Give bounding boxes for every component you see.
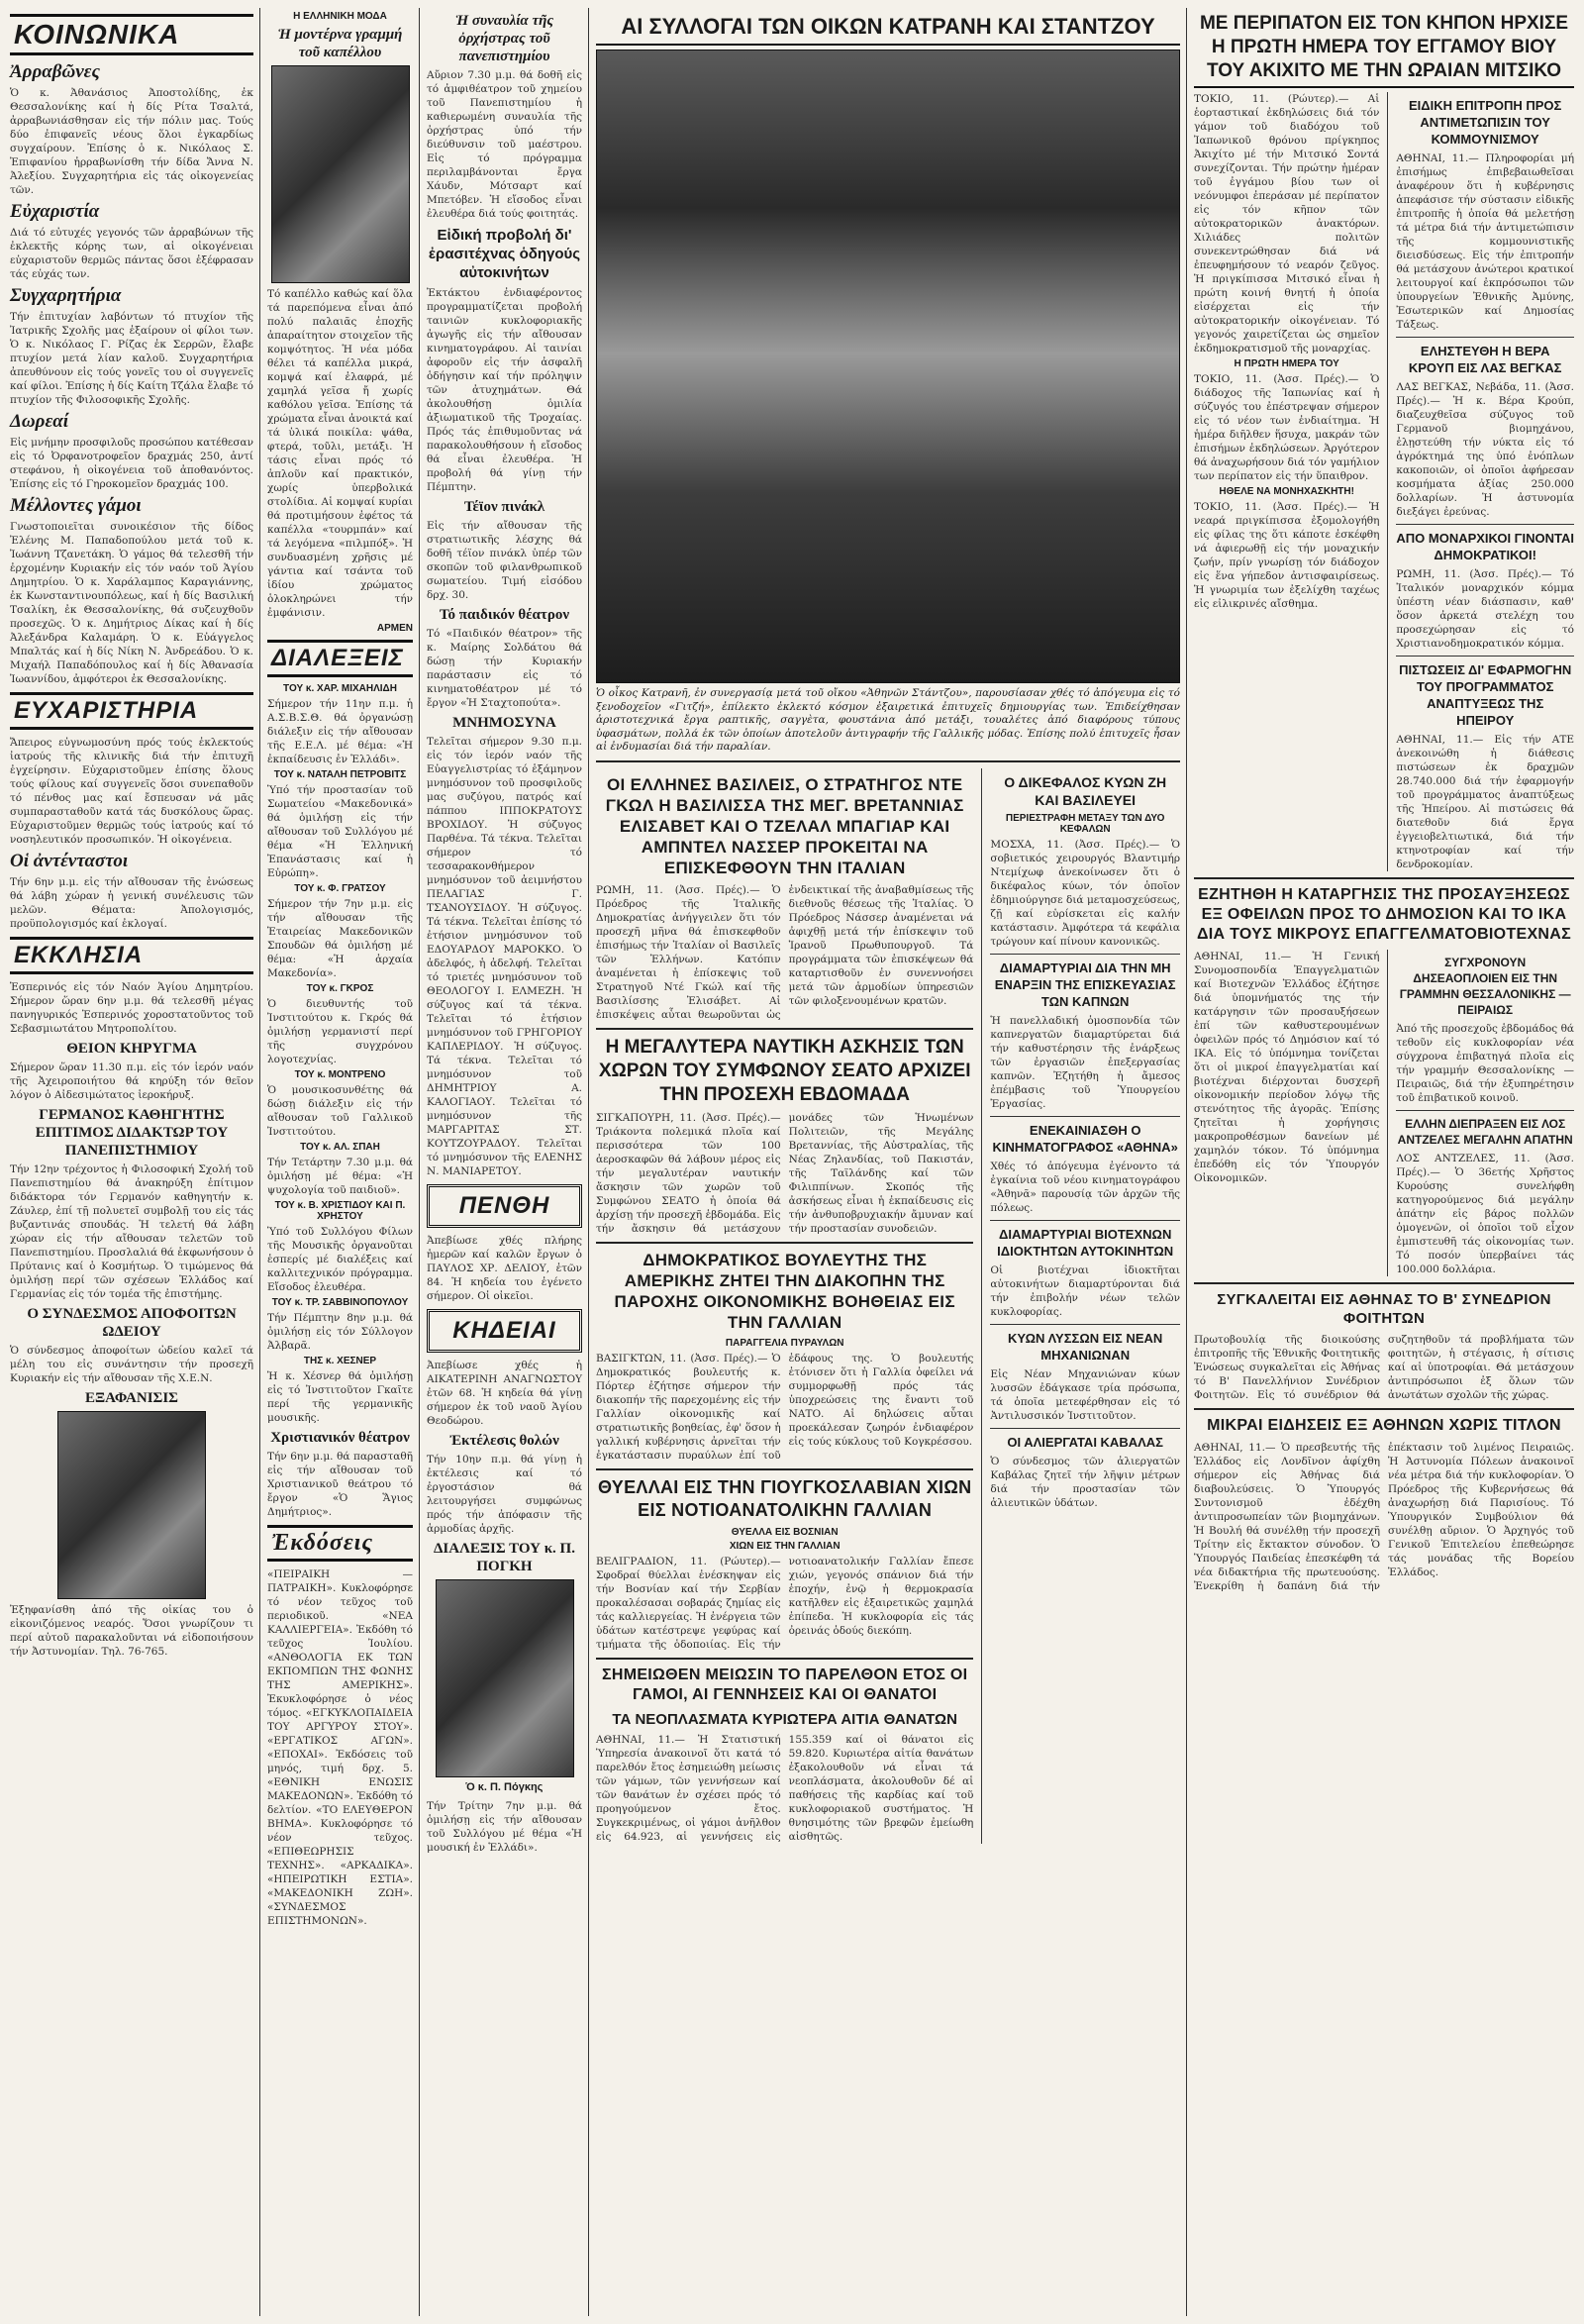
thanks-text: Διά τό εὐτυχές γεγονός τῶν ἀρραβώνων τῆς ἐκλεκτῆς κόρης των, αἱ οἰκογένειαι εὐχαριστοῦν θερμῶς πάντας ὅσοι ἐξέφρασαν τάς εὐχάς των. [10,227,253,280]
lecture-6-text: Τήν Τετάρτην 7.30 μ.μ. θά ὁμιλήσῃ μέ θέμα: «Ἡ ψυχολογία τοῦ παιδιοῦ». [267,1157,413,1196]
section-rule [990,1428,1180,1429]
missiles-subheading: ΠΑΡΑΓΓΕΛΙΑ ΠΥΡΑΥΛΩΝ [725,1337,844,1349]
royals-visit-text: ΡΩΜΗ, 11. (Ἀσσ. Πρές).— Ὁ Πρόεδρος τῆς Ἰταλικῆς Δημοκρατίας ἀνήγγειλεν ὅτι τόν προσεχῆ μῆνα θά ἐπισκεφθοῦν ἐπισήμως τήν Ἰταλίαν οἱ Βασιλεῖς τῶν Ἑλλήνων. Κατόπιν ἀναμένεται ἡ ἐπίσκεψις τοῦ Στρατηγοῦ Ντέ Γκώλ καί τῆς Βασιλίσσης Ἐλισάβετ. Αἱ ἐπισκέψεις αὗται θεωροῦνται ὡς ἐνδεικτικαί τῆς ἀναβαθμίσεως τῆς διεθνοῦς θέσεως τῆς Ἰταλίας. Ὁ Πρόεδρος Νάσσερ ἀναμένεται νά ἀφιχθῇ μετά τήν ἐπίσκεψιν τοῦ Ἰρανοῦ Πρωθυπουργοῦ. Τά προγράμματα τῶν ἐπισκέψεων θά καταρτισθοῦν ἐν συνεννοήσει μετά τῶν ἁρμοδίων ὑπηρεσιῶν τῶν φιλοξενουμένων κρατῶν. [596,883,974,1021]
weddings-heading: Μέλλοντες γάμοι [10,495,142,516]
first-day-text: ΤΟΚΙΟ, 11. (Ἀσσ. Πρές).— Ὁ διάδοχος τῆς Ἰαπωνίας καί ἡ σύζυγός του ἐπέστρεψαν σήμερον εἰς τό νέον των ἐνδιαίτημα. Ἡ ἡμέρα διῆλθεν ἥσυχα, μακράν τῶν ἐπισήμων ἐκδηλώσεων. Ἀργότερον θά ἀναχωρήσουν διά τόν γαμήλιον των περίπατον εἰς τήν ὕπαιθρον. [1194,373,1380,482]
france-snow-subheading: ΧΙΩΝ ΕΙΣ ΤΗΝ ΓΑΛΛΙΑΝ [729,1540,841,1552]
fashion-text: Τό καπέλλο καθώς καί ὅλα τά παρεπόμενα εἶναι ἀπό πολύ παλαιᾶς ἐποχῆς ἀπαραίτητον στοιχεῖον τῆς κομψότητος. Ἡ νέα μόδα θέλει τά καπέλλα μικρά, κομψά καί ἐλαφρά, μέ χαμηλά γεῖσα ἤ χωρίς καθόλου γεῖσα. Ἐπίσης τά χρώματα εἶναι ἀνοικτά καί τά ὑλικά ποικίλα: ψάθα, φτερά, τοῦλι, μετάξι. Ἡ τάσις εἶναι πρός τό ἁπλοῦν καί πρακτικόν, χωρίς ὑπερβολικά στολίδια. Αἱ κομψαί κυρίαι θά προτιμήσουν ἐφέτος τά καπέλλα «τουρμπάν» καί τά λεγόμενα «πιλμπόξ». Ἡ συνδυασμένη χρῆσις μέ γάντια καί τσάντα τοῦ ἰδίου χρώματος ὁλοκληρώνει τήν ἐμφάνισιν. [267,288,413,619]
tea-heading: Τέϊον πινάκλ [463,499,545,515]
epirus-credits-text: ΑΘΗΝΑΙ, 11.— Εἰς τήν ΑΤΕ ἀνεκοινώθη ἡ διάθεσις πιστώσεων ἐκ δραχμῶν 28.740.000 διά τήν ἐφαρμογήν τοῦ προγράμματος ἀναπτύξεως τῆς Ἠπείρου. Αἱ πιστώσεις θά διατεθοῦν διά ἔργα ἐγγειοβελτιωτικά, διά τήν κτηνοτροφίαν καί τήν δενδροκομίαν. [1396,734,1574,870]
lecture-1-text: Σήμερον τήν 11ην π.μ. ἡ Α.Σ.Β.Σ.Θ. θά ὀργανώσῃ διάλεξιν εἰς τήν αἴθουσαν τῆς Ε.Ε.Λ. μέ θέμα: «Ἡ ἐκπαίδευσις ἐν Ἑλλάδι». [267,698,413,765]
fashion-show-caption: Ὁ οἶκος Κατρανῆ, ἐν συνεργασίᾳ μετά τοῦ οἴκου «Ἀθηνῶν Στάντζου», παρουσίασαν χθές τό ἀπόγευμα εἰς τό ξενοδοχεῖον «Γιτζή», ἐπίλεκτο ἐκλεκτό κόσμον ἐξαιρετικά ἐπιτυχεῖς δημιουργίας των. Ἐπιδείχθησαν ἀριστοτεχνικά ἔργα ραπτικῆς, σαγγὲτα, φουστάνια ἀπό μετάξι, τουαλέτες ἀπό διαφόρους τύπους ὑφασμάτων, πολλά ἐκ τῶν ὁποίων ἀποτελοῦν ἀντιγραφήν τῆς Γαλλικῆς μόδας. Ἐπίσης πολύ ἐπιτυχεῖς ἦσαν αἱ ἐνδυμασίαι διά τήν παραλίαν. [596,687,1180,753]
lecture-7-text: Ὑπό τοῦ Συλλόγου Φίλων τῆς Μουσικῆς ὀργανοῦται ἑσπερίς μέ διαλέξεις καί καλλιτεχνικόν πρόγραμμα. Εἴσοδος ἐλευθέρα. [267,1226,413,1293]
lecture-5-heading: ΤΟΥ κ. ΜΟΝΤΡΕΝΟ [294,1069,386,1080]
us-aid-heading: ΔΗΜΟΚΡΑΤΙΚΟΣ ΒΟΥΛΕΥΤΗΣ ΤΗΣ ΑΜΕΡΙΚΗΣ ΖΗΤΕΙ ΤΗΝ ΔΙΑΚΟΠΗΝ ΤΗΣ ΠΑΡΟΧΗΣ ΟΙΚΟΝΟΜΙΚΗΣ ΒΟΗΘΕΙΑΣ ΕΙΣ ΤΗΝ ΓΑΛΛΙΑΝ [614,1250,955,1332]
akihito-text: ΤΟΚΙΟ, 11. (Ρώυτερ).— Αἱ ἑορταστικαί ἐκδηλώσεις διά τόν γάμον τοῦ διαδόχου τοῦ Ἰαπωνικοῦ θρόνου πρίγκηπος Ἀκιχίτο μέ τήν Μιτσικό Σοντά συνεχίζονται. Τήν πρώτην ἡμέραν τοῦ ἐγγάμου βίου των οἱ νεόνυμφοι ἐπεράσαν μέ περίπατον εἰς τόν κῆπον τῶν αὐτοκρατορικῶν ἀνακτόρων. Χιλιάδες πολιτῶν συνεκεντρώθησαν διά νά ἐπευφημήσουν τό νεαρόν ζεῦγος. Ἡ πριγκίπισσα Μιτσικό εἶναι ἡ πρώτη κοινή θνητή ἡ ὁποία εἰσέρχεται εἰς τήν αὐτοκρατορικήν οἰκογένειαν. Τό γεγονός χαιρετίζεται ὡς σημεῖον ἐκδημοκρατισμοῦ τῆς μοναρχίας. [1194,93,1380,354]
weddings-text: Γνωστοποιεῖται συνοικέσιον τῆς δίδος Ἐλένης Μ. Παπαδοπούλου μετά τοῦ κ. Ἰωάννη Τζανετάκη. Ὁ γάμος θά τελεσθῆ τήν ἐρχομένην Κυριακήν εἰς τόν ναόν τοῦ Ἁγίου Δημητρίου. Ὁ κ. Χαράλαμπος Καραγιάννης, ἐκ Κωνσταντινουπόλεως, καί ἡ δίς Βασιλική Τσαλίκη, ἐκ Θεσσαλονίκης, θά συζευχθοῦν προσεχῶς. Ὁ κ. Δημήτριος Δίκας καί ἡ δίς Ἀλεξάνδρα Καλαμάρη. Ὁ κ. Εὐάγγελος Μπαλτάς καί ἡ δίς Νίκη Ν. Ἀνδρεάδου. Ὁ κ. Μιχαήλ Παπαδόπουλος καί ἡ δίς Ἀθανασία Ἰωαννίδου, ἀμφότεροι ἐκ Θεσσαλονίκης. [10,521,253,685]
congrats-text: Τήν ἐπιτυχίαν λαβόντων τό πτυχίον τῆς Ἰατρικῆς Σχολῆς μας ἐξαίρουν οἱ φίλοι των. Ὁ κ. Νικόλαος Γ. Ρίζας ἐκ Σερρῶν, ἔλαβε πτυχίον μετά λίαν καλοῦ. Συγχαρητήρια ἀπευθύνουν εἰς τούς γονεῖς του οἱ συγγενεῖς καί φίλοι. Ἐπίσης ἡ δίς Καίτη Τζάλα ἔλαβε τό πτυχίον τῆς Φιλοσοφικῆς Σχολῆς. [10,311,253,406]
us-aid-text: ΒΑΣΙΓΚΤΩΝ, 11. (Ἀσσ. Πρές).— Ὁ Δημοκρατικός βουλευτής κ. Πόρτερ ἐζήτησε σήμερον τήν διακοπήν τῆς παρεχομένης εἰς τήν Γαλλίαν οἰκονομικῆς καί στρατιωτικῆς βοηθείας, ἐφ' ὅσον ἡ γαλλική κυβέρνησις ἀρνεῖται τήν ἐγκατάστασιν πυραύλων ἐπί τοῦ ἐδάφους της. Ὁ βουλευτής ἐτόνισεν ὅτι ἡ Γαλλία ὀφείλει νά συμμορφωθῇ πρός τάς ὑποχρεώσεις της ἔναντι τοῦ ΝΑΤΟ. Αἱ δηλώσεις αὗται προεκάλεσαν ζωηρόν ἐνδιαφέρον εἰς τούς κύκλους τοῦ Κογκρέσσου. [596,1352,974,1462]
seato-exercise-heading: Η ΜΕΓΑΛΥΤΕΡΑ ΝΑΥΤΙΚΗ ΑΣΚΗΣΙΣ ΤΩΝ ΧΩΡΩΝ ΤΟΥ ΣΥΜΦΩΝΟΥ ΣΕΑΤΟ ΑΡΧΙΖΕΙ ΤΗΝ ΠΡΟΣΕΧΗ ΕΒΔΟΜΑΔΑ [598,1036,971,1105]
children-theatre-heading: Τό παιδικόν θέατρον [439,607,570,623]
krupp-robbery-heading: ΕΛΗΣΤΕΥΘΗ Η ΒΕΡΑ ΚΡΟΥΠ ΕΙΣ ΛΑΣ ΒΕΓΚΑΣ [1408,344,1562,375]
concert-heading: Ἡ συναυλία τῆς ὀρχήστρας τοῦ πανεπιστημίου [454,13,554,64]
section-rule [596,1658,973,1660]
rabid-dog-text: Εἰς Νέαν Μηχανιώναν κύων λυσσῶν ἐδάγκασε τρία πρόσωπα, τά ὁποῖα μετεφέρθησαν εἰς τό Ἀντιλυσσικόν Ἰνστιτοῦτον. [990,1367,1180,1422]
two-headed-dog-heading: Ο ΔΙΚΕΦΑΛΟΣ ΚΥΩΝ ΖΗ ΚΑΙ ΒΑΣΙΛΕΥΕΙ [1004,773,1167,808]
fashion-lectures-column [261,8,419,2316]
social-banner: ΚΟΙΝΩΝΙΚΑ [10,14,253,55]
fashion-heading: Ἡ μοντέρνα γραμμή τοῦ καπέλλου [277,27,403,60]
bosnia-subheading: ΘΥΕΛΛΑ ΕΙΣ ΒΟΣΝΙΑΝ [731,1526,839,1538]
tea-text: Εἰς τήν αἴθουσαν τῆς στρατιωτικῆς λέσχης θά δοθῆ τέϊον πινάκλ ὑπέρ τῶν σκοπῶν τοῦ φιλανθρωπικοῦ σωματείου. Τιμή εἰσόδου δρχ. 30. [427,520,582,601]
fraud-heading: ΕΛΛΗΝ ΔΙΕΠΡΑΞΕΝ ΕΙΣ ΛΟΣ ΑΝΤΖΕΛΕΣ ΜΕΓΑΛΗΝ ΑΠΑΤΗΝ [1397,1117,1573,1147]
first-day-subheading: Η ΠΡΩΤΗ ΗΜΕΡΑ ΤΟΥ [1234,358,1339,369]
concert-text: Αὔριον 7.30 μ.μ. θά δοθῆ εἰς τό ἀμφιθέατρον τοῦ χημείου τοῦ Πανεπιστημίου ἡ καθιερωμένη συναυλία τῆς ὀρχήστρας ὑπό τήν διεύθυνσιν τοῦ μαέστρου. Εἰς τό πρόγραμμα περιλαμβάνονται ἔργα Χάυδν, Μότσαρτ καί Μπετόβεν. Ἡ εἴσοδος εἶναι ἐλευθέρα διά τούς φοιτητάς. [427,69,582,220]
inner-column-rule [1387,950,1388,1276]
neoplasms-subheading: ΤΑ ΝΕΟΠΛΑΣΜΑΤΑ ΚΥΡΙΩΤΕΡΑ ΑΙΤΙΑ ΘΑΝΑΤΩΝ [612,1710,957,1728]
fashion-byline: ΑΡΜΕΝ [376,623,413,634]
section-rule [1396,1110,1574,1111]
anticommunism-text: ΑΘΗΝΑΙ, 11.— Πληροφορίαι μή ἐπισήμως ἐπιβεβαιωθεῖσαι ἀναφέρουν ὅτι ἡ κυβέρνησις ἀπεφάσισε τήν σύστασιν εἰδικῆς ἐπιτροπῆς ἡ ὁποία θά μελετήσῃ τά μέτρα διά τήν ἀντιμετώπισιν τῆς κομμουνιστικῆς διεισδύσεως. Εἰς τήν ἐπιτροπήν θά μετάσχουν ἀνώτεροι κρατικοί λειτουργοί καί ἐκπρόσωποι τῶν ὑπουργείων Ἐθνικῆς Ἀμύνης, Ἐσωτερικῶν καί Δημοσίας Τάξεως. [1396,152,1574,331]
mourning-text: Ἀπεβίωσε χθές πλήρης ἡμερῶν καί καλῶν ἔργων ὁ ΠΑΥΛΟΣ ΧΡ. ΔΕΛΙΟΥ, ἐτῶν 84. Ἡ κηδεία του ἐγένετο σήμερον. Οἱ οἰκεῖοι. [427,1235,582,1302]
surcharges-text: ΑΘΗΝΑΙ, 11.— Ἡ Γενική Συνομοσπονδία Ἐπαγγελματιῶν καί Βιοτεχνῶν Ἑλλάδος ἐζήτησε διά ὑπομνήματός της τήν κατάργησιν τῶν προσαυξήσεων ἐπί τῶν καθυστερουμένων ὀφειλῶν πρός τό Δημόσιον καί τό ΙΚΑ. Εἰς τό ὑπόμνημα τονίζεται ὅτι οἱ μικροί ἐπαγγελματίαι καί βιοτέχναι διέρχονται δυσχερῆ οἰκονομικήν περίοδον λόγῳ τῆς στενότητος τῆς ἀγορᾶς. Ἐπίσης ζητεῖται ἡ χορήγησις μακροπροθέσμων δανείων μέ χαμηλόν τόκον. Τό ὑπόμνημα ἐπεδόθη εἰς τόν Ὑπουργόν Οἰκονομικῶν. [1194,951,1380,1184]
execution-heading: Ἐκτέλεσις θολών [449,1433,559,1449]
publications-text: «ΠΕΙΡΑΙΚΗ — ΠΑΤΡΑΙΚΗ». Κυκλοφόρησε τό νέον τεῦχος τοῦ περιοδικοῦ. «ΝΕΑ ΚΑΛΛΙΕΡΓΕΙΑ». Ἐκδόθη τό τεῦχος Ἰουλίου. «ΑΝΘΟΛΟΓΙΑ ΕΚ ΤΩΝ ΕΚΠΟΜΠΩΝ ΤΗΣ ΦΩΝΗΣ ΤΗΣ ΑΜΕΡΙΚΗΣ». Ἐκυκλοφόρησε ὁ νέος τόμος. «ΕΓΚΥΚΛΟΠΑΙΔΕΙΑ ΤΟΥ ΑΡΓΥΡΟΥ ΣΤΟΥ». «ΕΡΓΑΤΙΚΟΣ ΑΓΩΝ». «ΕΠΟΧΑΙ». Ἐκδόσεις τοῦ μηνός, τιμή δρχ. 5. «ΕΘΝΙΚΗ ΕΝΩΣΙΣ ΜΑΚΕΔΟΝΩΝ». Ἐκδόθη τό δελτίον. «ΤΟ ΕΛΕΥΘΕΡΟΝ ΒΗΜΑ». Κυκλοφόρησε τό νέον τεῦχος. «ΕΠΙΘΕΩΡΗΣΙΣ ΤΕΧΝΗΣ». «ΑΡΚΑΔΙΚΑ». «ΗΠΕΙΡΩΤΙΚΗ ΕΣΤΙΑ». «ΜΑΚΕΔΟΝΙΚΗ ΖΩΗ». «ΣΥΝΔΕΣΜΟΣ ΕΠΙΣΤΗΜΟΝΩΝ». [267,1568,413,1927]
lecture-8-text: Τήν Πέμπτην 8ην μ.μ. θά ὁμιλήσῃ εἰς τόν Σύλλογον Ἀλβαρᾶ. [267,1312,413,1352]
lecture-3-text: Σήμερον τήν 7ην μ.μ. εἰς τήν αἴθουσαν τῆς Ἑταιρείας Μακεδονικῶν Σπουδῶν θά ὁμιλήσῃ μέ θέμα: «Ἡ ἀρχαία Μακεδονία». [267,898,413,979]
section-rule [1194,1282,1574,1284]
main-news-column [590,8,1186,2316]
krupp-robbery-text: ΛΑΣ ΒΕΓΚΑΣ, Νεβάδα, 11. (Ἀσσ. Πρές).— Ἡ κ. Βέρα Κρούπ, διαζευχθεῖσα σύζυγος τοῦ Γερμανοῦ βιομηχάνου, ἐλῃστεύθη τήν νύκτα εἰς τό ἀγρόκτημά της ὑπό ἐνόπλων κακοποιῶν, οἱ ὁποῖοι ἀφήρεσαν κοσμήματα ἀξίας 250.000 δολλαρίων. Ἡ ἀστυνομία διεξάγει ἐρεύνας. [1396,381,1574,518]
column-rule [259,8,260,2316]
section-rule [990,1220,1180,1221]
lecture-8-heading: ΤΟΥ κ. ΤΡ. ΣΑΒΒΙΝΟΠΟΥΛΟΥ [271,1297,409,1308]
memorials-text: Τελεῖται σήμερον 9.30 π.μ. εἰς τόν ἱερόν ναόν τῆς Εὐαγγελιστρίας τό ἑξάμηνον μνημόσυνον τοῦ προσφιλοῦς μας συζύγου, πατρός καί πάππου ΙΠΠΟΚΡΑΤΟΥΣ ΒΡΟΧΙΔΟΥ. Ἡ σύζυγος Παρθένα. Τά τέκνα. Τελεῖται σήμερον τό τεσσαρακονθήμερον μνημόσυνον τοῦ ἀειμνήστου ΠΕΛΑΓΙΑΣ Γ. ΤΣΑΝΟΥΣΙΔΟΥ. Ἡ σύζυγος. Τά τέκνα. Τελεῖται ἐπίσης τό ἐτήσιον μνημόσυνον τοῦ ΕΔΟΥΑΡΔΟΥ ΜΑΡΟΚΚΟ. Ὁ ἀδελφός, ἡ ἀδελφή. Τελεῖται τό τριετές μνημόσυνον τοῦ ΘΕΟΛΟΓΟΥ Ι. ΕΛΜΕΖΗ. Ἡ σύζυγος καί τά τέκνα. Τελεῖται τό ἐτήσιον μνημόσυνον τοῦ ΓΡΗΓΟΡΙΟΥ ΚΑΠΛΕΡΙΔΟΥ. Ἡ σύζυγος. Τά τέκνα. Τελεῖται τό μνημόσυνον τοῦ ΔΗΜΗΤΡΙΟΥ Α. ΚΑΛΟΓΙΑΟΥ. Τελεῖται τό μνημόσυνον τῆς ΜΑΡΓΑΡΙΤΑΣ ΣΤ. ΚΟΥΤΖΟΥΡΑΔΟΥ. Τελεῖται τό μνημόσυνον τῆς ΕΛΕΝΗΣ Ν. ΜΑΝΙΑΡΕΤΟΥ. [427,736,582,1177]
meeting-heading: Οἱ ἀντένταστοι [10,851,129,871]
congrats-heading: Συγχαρητήρια [10,285,122,306]
nun-text: ΤΟΚΙΟ, 11. (Ἀσσ. Πρές).— Ἡ νεαρά πριγκίπισσα ἐξομολογήθη εἰς φίλας της ὅτι κάποτε ἐσκέφθη νά ἀφιερωθῇ εἰς τήν μοναχικήν ζωήν, πρίν γνωρίσῃ τόν διάδοχον εἰς ἕνα γήπεδον ἀντισφαιρίσεως. Ἡ γνωριμία των ἐξελίχθη ταχέως εἰς εἰλικρινές αἴσθημα. [1194,501,1380,610]
nun-subheading: ΗΘΕΛΕ ΝΑ ΜΟΝΗΧΑΣΚΗΤΗ! [1219,486,1354,497]
fashion-show-heading: ΑΙ ΣΥΛΛΟΓΑΙ ΤΩΝ ΟΙΚΩΝ ΚΑΤΡΑΝΗ ΚΑΙ ΣΤΑΝΤΖΟΥ [596,12,1180,46]
lecture-9-heading: ΤΗΣ κ. ΧΕΣΝΕΡ [303,1356,377,1366]
column-rule [1186,8,1187,2316]
column-rule [588,8,589,2316]
lecture-1-heading: ΤΟΥ κ. ΧΑΡ. ΜΙΧΑΗΛΙΔΗ [283,683,397,694]
hat-fashion-photo [271,65,410,283]
execution-text: Τήν 10ην π.μ. θά γίνῃ ἡ ἐκτέλεσις καί τό ἐργοστάσιον θά λειτουργήσει συμφώνως πρός τήν ἀπόφασιν τῆς ἁρμοδίας ἀρχῆς. [427,1454,582,1535]
thank-you-banner: ΕΥΧΑΡΙΣΤΗΡΙΑ [10,692,253,730]
sermon-heading: ΘΕΙΟΝ ΚΗΡΥΓΜΑ [66,1041,197,1057]
thanks-heading: Εὐχαριστία [10,201,100,222]
cinema-opening-text: Χθές τό ἀπόγευμα ἐγένοντο τά ἐγκαίνια τοῦ νέου κινηματογράφου «Ἀθηνᾶ» παρουσίᾳ τῶν ἀρχῶν τῆς πόλεως. [990,1160,1180,1214]
pogkis-photo-caption: Ὁ κ. Π. Πόγκης [465,1781,544,1793]
car-owners-text: Οἱ βιοτέχναι ἰδιοκτῆται αὐτοκινήτων διαμαρτύρονται διά τήν ἐπιβολήν νέων τελῶν κυκλοφορίας. [990,1263,1180,1318]
sermon-text: Σήμερον ὥραν 11.30 π.μ. εἰς τόν ἱερόν ναόν τῆς Ἀχειροποιήτου θά κηρύξη τόν θεῖον λόγον ὁ Αἰδεσιμώτατος ἱεροκήρυξ. [10,1061,253,1101]
inner-column-rule [981,768,982,1844]
section-rule [1396,524,1574,525]
social-column [4,8,259,2316]
fishermen-text: Ὁ σύνδεσμος τῶν ἀλιεργατῶν Καβάλας ζητεῖ τήν λῆψιν μέτρων διά τήν προστασίαν τῶν ἁλιευτικῶν ὑδάτων. [990,1455,1180,1509]
section-rule [990,1324,1180,1325]
section-rule [596,760,1180,762]
epirus-credits-heading: ΠΙΣΤΩΣΕΙΣ ΔΙ' ΕΦΑΡΜΟΓΗΝ ΤΟΥ ΠΡΟΓΡΑΜΜΑΤΟΣ ΑΝΑΠΤΥΞΕΩΣ ΤΗΣ ΗΠΕΙΡΟΥ [1399,662,1572,728]
royals-visit-heading: ΟΙ ΕΛΛΗΝΕΣ ΒΑΣΙΛΕΙΣ, Ο ΣΤΡΑΤΗΓΟΣ ΝΤΕ ΓΚΩΛ Η ΒΑΣΙΛΙΣΣΑ ΤΗΣ ΜΕΓ. ΒΡΕΤΑΝΝΙΑΣ ΕΛΙΣΑΒΕΤ ΚΑΙ Ο ΤΖΕΛΑΛ ΜΠΑΓΙΑΡ ΚΑΙ ΑΜΠΝΤΕΛ ΝΑΣΣΕΡ ΠΡΟΚΕΙΤΑΙ ΝΑ ΕΠΙΣΚΕΦΘΟΥΝ ΤΗΝ ΙΤΑΛΙΑΝ [605,774,964,877]
thank-you-text: Ἄπειρος εὐγνωμοσύνη πρός τούς ἐκλεκτούς ἰατρούς τῆς κλινικῆς διά τήν ἐπιτυχῆ ἐγχείρησιν. Εὐχαριστοῦμεν ἐπίσης ὅλους τούς φίλους καί συγγενεῖς ὅσοι συνεπαθοῦν τό πένθος μας καί ἔσπευσαν νά μᾶς συμπαρασταθοῦν κατά τάς δυσκόλους ὥρας. Εὐχαριστοῦμεν θερμῶς τούς ἰατρούς καί τό νοσηλευτικόν προσωπικόν. Ἡ οἰκογένεια. [10,737,253,846]
akihito-heading: ΜΕ ΠΕΡΙΠΑΤΟΝ ΕΙΣ ΤΟΝ ΚΗΠΟΝ ΗΡΧΙΣΕ Η ΠΡΩΤΗ ΗΜΕΡΑ ΤΟΥ ΕΓΓΑΜΟΥ ΒΙΟΥ ΤΟΥ ΑΚΙΧΙΤΟ ΜΕ ΤΗΝ ΩΡΑΙΑΝ ΜΙΤΣΙΚΟ [1194,12,1574,88]
cinema-opening-heading: ΕΝΕΚΑΙΝΙΑΣΘΗ Ο ΚΙΝΗΜΑΤΟΓΡΑΦΟΣ «ΑΘΗΝΑ» [992,1122,1178,1155]
theatre-text: Τήν 6ην μ.μ. θά παρασταθῆ εἰς τήν αἴθουσαν τοῦ Χριστιανικοῦ θεάτρου τό ἔργον «Ὁ Ἅγιος Δημήτριος». [267,1451,413,1518]
screening-heading: Εἰδική προβολή δι' ἐρασιτέχνας ὁδηγούς αὐτοκινήτων [428,227,581,281]
statistics-heading: ΣΗΜΕΙΩΘΕΝ ΜΕΙΩΣΙΝ ΤΟ ΠΑΡΕΛΘΟΝ ΕΤΟΣ ΟΙ ΓΑΜΟΙ, ΑΙ ΓΕΝΝΗΣΕΙΣ ΚΑΙ ΟΙ ΘΑΝΑΤΟΙ [601,1666,968,1703]
church-banner: ΕΚΚΛΗΣΙΑ [10,937,253,974]
lecture-6-heading: ΤΟΥ κ. ΑΛ. ΣΠΑΗ [300,1142,380,1153]
donations-heading: Δωρεαί [10,411,69,432]
section-rule [990,954,1180,955]
car-owners-heading: ΔΙΑΜΑΡΤΥΡΙΑΙ ΒΙΟΤΕΧΝΩΝ ΙΔΙΟΚΤΗΤΩΝ ΑΥΤΟΚΙΝΗΤΩΝ [997,1226,1174,1259]
meeting-text: Τήν 6ην μ.μ. εἰς τήν αἴθουσαν τῆς ἑνώσεως θά λάβη χώραν ἡ γενική συνέλευσις τῶν μελῶν. Θέματα: Ἀπολογισμός, προϋπολογισμός καί ἐκλογαί. [10,876,253,930]
events-column [421,8,588,2316]
statistics-text: ΑΘΗΝΑΙ, 11.— Ἡ Στατιστική Ὑπηρεσία ἀνακοινοῖ ὅτι κατά τό παρελθόν ἔτος ἐσημειώθη μείωσις τῶν γάμων, τῶν γεννήσεων καί τῶν θανάτων ἐν σχέσει πρός τό προηγούμενον ἔτος. Συγκεκριμένως, οἱ γάμοι ἀνῆλθον εἰς 64.923, αἱ γεννήσεις εἰς 155.359 καί οἱ θάνατοι εἰς 59.820. Κυριωτέρα αἰτία θανάτων ἐξακολουθοῦν νά εἶναι τά νεοπλάσματα, ἀκολουθοῦν δέ αἱ παθήσεις τῆς καρδίας καί τοῦ κυκλοφοριακοῦ συστήματος. Ἡ θνησιμότης τῶν βρεφῶν ἐμείωθη αἰσθητῶς. [596,1733,974,1843]
missing-text: Ἐξηφανίσθη ἀπό τῆς οἰκίας του ὁ εἰκονιζόμενος νεαρός. Ὅσοι γνωρίζουν τι περί αὐτοῦ παρακαλοῦνται νά εἰδοποιήσουν τήν Ἀστυνομίαν. Τηλ. 76-765. [10,1604,253,1658]
section-rule [1194,877,1574,879]
fashion-kicker: Η ΕΛΛΗΝΙΚΗ ΜΟΔΑ [293,11,387,22]
surcharges-heading: ΕΖΗΤΗΘΗ Η ΚΑΤΑΡΓΗΣΙΣ ΤΗΣ ΠΡΟΣΑΥΞΗΣΕΩΣ ΕΞ ΟΦΕΙΛΩΝ ΠΡΟΣ ΤΟ ΔΗΜΟΣΙΟΝ ΚΑΙ ΤΟ ΙΚΑ ΔΙΑ ΤΟΥΣ ΜΙΚΡΟΥΣ ΕΠΑΓΓΕΛΜΑΤΟΒΙΟΤΕΧΝΑΣ [1196,886,1572,943]
fraud-text: ΛΟΣ ΑΝΤΖΕΛΕΣ, 11. (Ἀσσ. Πρές).— Ὁ 36ετής Χρῆστος Κυρούσης συνελήφθη κατηγορούμενος διά μεγάλην ἀπάτην εἰς βάρος πολλῶν ὁμογενῶν, οἱ ὁποῖοι τοῦ εἶχον ἐμπιστευθῆ τάς οἰκονομίας των. Τό ποσόν ὑπερβαίνει τάς 100.000 δολλάρια. [1396,1153,1574,1275]
alumni-heading: Ο ΣΥΝΔΕΣΜΟΣ ΑΠΟΦΟΙΤΩΝ ΩΔΕΙΟΥ [27,1306,237,1340]
pogkis-lecture-heading: ΔΙΑΛΕΞΙΣ ΤΟΥ κ. Π. ΠΟΓΚΗ [434,1541,575,1574]
lecture-2-heading: ΤΟΥ κ. ΝΑΤΑΛΗ ΠΕΤΡΟΒΙΤΣ [273,769,407,780]
lecture-4-heading: ΤΟΥ κ. ΓΚΡΟΣ [306,983,374,994]
section-rule [1194,1408,1574,1410]
missing-heading: ΕΞΑΦΑΝΙΣΙΣ [85,1390,178,1406]
pogkis-portrait-photo [436,1579,574,1777]
fashion-show-photo [596,50,1180,683]
fishermen-heading: ΟΙ ΑΛΙΕΡΓΑΤΑΙ ΚΑΒΑΛΑΣ [1007,1434,1163,1450]
ferries-heading: ΣΥΓΧΡΟΝΟΥΝ ΔΗΣΕΑΟΠΛΟΙΕΝ ΕΙΣ ΤΗΝ ΓΡΑΜΜΗΝ ΘΕΣΣΑΛΟΝΙΚΗΣ — ΠΕΙΡΑΙΩΣ [1399,956,1571,1017]
tobacco-protest-text: Ἡ πανελλαδική ὁμοσπονδία τῶν καπνεργατῶν διαμαρτύρεται διά τήν καθυστέρησιν τῆς ἐνάρξεως τῶν ἐργασιῶν ἐπεξεργασίας καπνῶν. Ἐζητήθη ἡ ἄμεσος ἐπέμβασις τοῦ Ὑπουργείου Ἐργασίας. [990,1014,1180,1110]
lectures-banner: ΔΙΑΛΕΞΕΙΣ [267,640,413,677]
alumni-text: Ὁ σύνδεσμος ἀποφοίτων ὠδείου καλεῖ τά μέλη του εἰς συνάντησιν τήν προσεχῆ Κυριακήν εἰς τήν αἴθουσαν τῆς Χ.Ε.Ν. [10,1345,253,1384]
short-news-text: ΑΘΗΝΑΙ, 11.— Ὁ πρεσβευτής τῆς Ἑλλάδος εἰς Λονδῖνον ἀφίχθη σήμερον εἰς Ἀθήνας διά διαβουλεύσεις. Ὁ Ὑπουργός Συντονισμοῦ ἐδέχθη ἀντιπροσωπείαν τῶν βιομηχάνων. Ἡ Βουλή θά συνέλθῃ τήν προσεχῆ Τρίτην εἰς ἔκτακτον σύνοδον. Ὁ Ὑπουργός Παιδείας ἐπεσκέφθη τά νέα διδακτήρια τῆς πρωτευούσης. Ἐνεκρίθη ἡ δαπάνη διά τήν ἐπέκτασιν τοῦ λιμένος Πειραιῶς. Ἡ Ἀστυνομία Πόλεων ἀνακοινοῖ νέα μέτρα διά τήν κυκλοφορίαν. Ὁ Πρόεδρος τῆς Κυβερνήσεως θά ἀναχωρήσῃ διά Παρισίους. Τό Ὑπουργικόν Συμβούλιον θά συνέλθῃ αὔριον. Ὁ Ἀρχηγός τοῦ Γενικοῦ Ἐπιτελείου ἐπεθεώρησε τάς μονάδας τῆς Βορείου Ἑλλάδος. [1194,1442,1574,1592]
children-theatre-text: Τό «Παιδικόν θέατρον» τῆς κ. Μαίρης Σολδάτου θά δώσῃ τήν Κυριακήν παράστασιν εἰς τό κινηματοθέατρον μέ τό ἔργον «Ἡ Σταχτοπούτα». [427,628,582,709]
monarchists-text: ΡΩΜΗ, 11. (Ἀσσ. Πρές).— Τό Ἰταλικόν μοναρχικόν κόμμα ὑπέστη νέαν διάσπασιν, καθ' ὅσον ἀρκετά στελέχη του προσεχώρησαν εἰς τό Χριστιανοδημοκρατικόν κόμμα. [1396,568,1574,650]
engagements-text: Ὁ κ. Ἀθανάσιος Ἀποστολίδης, ἐκ Θεσσαλονίκης καί ἡ δίς Ρίτα Τσαλτά, ἀρραβωνιάσθησαν εἰς τήν πόλιν μας. Τούς δύο ἐπιφανεῖς νέους ὅλοι ἐγκαρδίως συγχαίρουν. Ἐπίσης ὁ κ. Νικόλαος Σ. Ἐπιφανίου ἠρραβωνίσθη τήν δίδα Ἄννα Ν. Ἀλεξίου. Συγχαρητήρια εἰς τάς οἰκογενείας τῶν. [10,87,253,196]
section-rule [990,1116,1180,1117]
section-rule [1396,656,1574,657]
world-news-column [1188,8,1580,2316]
publications-banner: Ἐκδόσεις [267,1525,413,1562]
ferries-text: Ἀπό τῆς προσεχοῦς ἑβδομάδος θά τεθοῦν εἰς κυκλοφορίαν νέα σύγχρονα ἐπιβατηγά πλοῖα εἰς τήν γραμμήν Θεσσαλονίκης — Πειραιῶς, διά τήν ἐξυπηρέτησιν τοῦ ἐπιβατικοῦ κοινοῦ. [1396,1023,1574,1104]
pogkis-lecture-text: Τήν Τρίτην 7ην μ.μ. θά ὁμιλήσῃ εἰς τήν αἴθουσαν τοῦ Συλλόγου μέ θέμα «Ἡ μουσική ἐν Ἑλλάδι». [427,1800,582,1854]
section-rule [596,1242,973,1244]
storms-heading: ΘΥΕΛΛΑΙ ΕΙΣ ΤΗΝ ΓΙΟΥΓΚΟΣΛΑΒΙΑΝ ΧΙΩΝ ΕΙΣ ΝΟΤΙΟΑΝΑΤΟΛΙΚΗΝ ΓΑΛΛΙΑΝ [597,1476,972,1520]
rabid-dog-heading: ΚΥΩΝ ΛΥΣΣΩΝ ΕΙΣ ΝΕΑΝ ΜΗΧΑΝΙΩΝΑΝ [1008,1330,1163,1363]
lecture-4-text: Ὁ διευθυντής τοῦ Ἰνστιτούτου κ. Γκρός θά ὁμιλήσῃ γερμανιστί περί τῆς συγχρόνου λογοτεχνίας. [267,998,413,1065]
mourning-banner: ΠΕΝΘΗ [458,1192,550,1219]
memorials-heading: ΜΝΗΜΟΣΥΝΑ [452,715,556,731]
professor-text: Τήν 12ην τρέχοντος ἡ Φιλοσοφική Σχολή τοῦ Πανεπιστημίου θά ἀνακηρύξη ἐπίτιμον διδάκτορα τόν Γερμανόν καθηγητήν κ. Ζάυλερ, ἐπί τῇ πολυετεῖ συμβολῇ του εἰς τάς βυζαντινάς σπουδάς. Ἡ τελετή θά λάβη χώραν εἰς τήν αἴθουσαν τελετῶν τοῦ Πανεπιστημίου. Προσλαλιά θά ἐκφωνήσουν ὁ Πρύτανις καί ὁ Κοσμήτωρ. Ὁ τιμώμενος θά ὁμιλήσῃ περί τῶν σχέσεων Ἑλλάδος καί Γερμανίας εἰς τόν τομέα τῆς ἐπιστήμης. [10,1163,253,1300]
two-headed-dog-subheading: ΠΕΡΙΕΣΤΡΑΦΗ ΜΕΤΑΞΥ ΤΩΝ ΔΥΟ ΚΕΦΑΛΩΝ [1005,812,1165,835]
students-congress-heading: ΣΥΓΚΑΛΕΙΤΑΙ ΕΙΣ ΑΘΗΝΑΣ ΤΟ Β' ΣΥΝΕΔΡΙΟΝ ΦΟΙΤΗΤΩΝ [1217,1291,1551,1327]
section-rule [596,1468,973,1470]
lecture-5-text: Ὁ μουσικοσυνθέτης θά δώσῃ διάλεξιν εἰς τήν αἴθουσαν τοῦ Γαλλικοῦ Ἰνστιτούτου. [267,1084,413,1138]
church-text: Ἑσπερινός εἰς τόν Ναόν Ἁγίου Δημητρίου. Σήμερον ὥραν 6ην μ.μ. θά τελεσθῆ μέγας πανηγυρικός Ἑσπερινός χοροστατοῦντος τοῦ Σεβασμιωτάτου Μητροπολίτου. [10,981,253,1035]
missing-person-photo [57,1411,206,1599]
anticommunism-heading: ΕΙΔΙΚΗ ΕΠΙΤΡΟΠΗ ΠΡΟΣ ΑΝΤΙΜΕΤΩΠΙΣΙΝ ΤΟΥ ΚΟΜΜΟΥΝΙΣΜΟΥ [1408,98,1562,147]
professor-heading: ΓΕΡΜΑΝΟΣ ΚΑΘΗΓΗΤΗΣ ΕΠΙΤΙΜΟΣ ΔΙΔΑΚΤΩΡ ΤΟΥ ΠΑΝΕΠΙΣΤΗΜΙΟΥ [35,1107,229,1159]
section-rule [596,1028,973,1030]
funerals-text: Ἀπεβίωσε χθές ἡ ΑΙΚΑΤΕΡΙΝΗ ΑΝΑΓΝΩΣΤΟΥ ἐτῶν 68. Ἡ κηδεία θά γίνῃ σήμερον ἐκ τοῦ ναοῦ Ἁγίου Θεοδώρου. [427,1360,582,1427]
monarchists-heading: ΑΠΟ ΜΟΝΑΡΧΙΚΟΙ ΓΙΝΟΝΤΑΙ ΔΗΜΟΚΡΑΤΙΚΟΙ! [1396,531,1574,562]
theatre-heading: Χριστιανικόν θέατρον [270,1430,410,1446]
screening-text: Ἐκτάκτου ἐνδιαφέροντος προγραμματίζεται προβολή ταινιῶν κυκλοφοριακῆς ἀγωγῆς εἰς τήν αἴθουσαν κινηματογράφου. Αἱ ταινίαι ἀφοροῦν εἰς τήν ἀσφαλῆ ὁδήγησιν καί τήν πρόληψιν τῶν ἀτυχημάτων. Θά ἀκολουθήσῃ ὁμιλία ἀξιωματικοῦ τῆς Τροχαίας. Πρός τάς ἐπιθυμοῦντας νά παρακολουθήσουν ἡ εἴσοδος θά εἶναι ἐλευθέρα. Ἡ προβολή θά γίνῃ τήν Πέμπτην. [427,287,582,493]
lecture-9-text: Ἡ κ. Χέσνερ θά ὁμιλήσῃ εἰς τό Ἰνστιτοῦτον Γκαῖτε περί τῆς γερμανικῆς μουσικῆς. [267,1370,413,1424]
lecture-3-heading: ΤΟΥ κ. Φ. ΓΡΑΤΣΟΥ [294,883,386,894]
tobacco-protest-heading: ΔΙΑΜΑΡΤΥΡΙΑΙ ΔΙΑ ΤΗΝ ΜΗ ΕΝΑΡΞΙΝ ΤΗΣ ΕΠΙΣΚΕΥΑΣΙΑΣ ΤΩΝ ΚΑΠΝΩΝ [994,960,1176,1009]
students-congress-text: Πρωτοβουλίᾳ τῆς διοικούσης ἐπιτροπῆς τῆς Ἐθνικῆς Φοιτητικῆς Ἑνώσεως συγκαλεῖται εἰς Ἀθήνας τό Β' Πανελλήνιον Συνέδριον Φοιτητῶν. Εἰς τό συνέδριον θά συζητηθοῦν τά προβλήματα τῶν φοιτητῶν, ἡ στέγασις, ἡ σίτισις καί αἱ ὑποτροφίαι. Θά μετάσχουν ἀντιπρόσωποι ἐξ ὅλων τῶν ἀνωτάτων σχολῶν τῆς χώρας. [1194,1334,1574,1401]
engagements-heading: Ἀρραβῶνες [10,61,100,82]
inner-column-rule [1387,92,1388,871]
section-rule [1396,337,1574,338]
donations-text: Εἰς μνήμην προσφιλοῦς προσώπου κατέθεσαν εἰς τό Ὀρφανοτροφεῖον δραχμάς 250, ἀντί στεφάνου, ἡ οἰκογένεια τοῦ ἀποθανόντος. Ἐπίσης εἰς τό Γηροκομεῖον δραχμάς 100. [10,437,253,490]
seato-exercise-text: ΣΙΓΚΑΠΟΥΡΗ, 11. (Ἀσσ. Πρές).— Τριάκοντα πολεμικά πλοῖα καί περισσότερα τῶν 100 ἀεροσκαφῶν θά λάβουν μέρος εἰς τήν μεγαλυτέραν ναυτικήν ἄσκησιν τῶν χωρῶν τοῦ Συμφώνου ΣΕΑΤΟ ἡ ὁποία θά ἀρχίσῃ τήν προσεχῆ ἑβδομάδα. Εἰς τήν ἄσκησιν θά μετάσχουν μονάδες τῶν Ἡνωμένων Πολιτειῶν, τῆς Μεγάλης Βρεταννίας, τῆς Αὐστραλίας, τῆς Νέας Ζηλανδίας, τοῦ Πακιστάν, τῆς Ταϊλάνδης καί τῶν Φιλιππίνων. Σκοπός τῆς ἀσκήσεως εἶναι ἡ ἐκπαίδευσις εἰς τήν ἀνθυποβρυχιακήν ἄμυναν καί τήν προστασίαν συνοδειῶν. [596,1111,974,1235]
funerals-banner: ΚΗΔΕΙΑΙ [452,1317,556,1344]
two-headed-dog-text: ΜΟΣΧΑ, 11. (Ἀσσ. Πρές).— Ὁ σοβιετικός χειρουργός Βλαντιμήρ Ντεμίχωφ ἀνεκοίνωσεν ὅτι ὁ δικέφαλος κύων, τόν ὁποῖον ἐδημιούργησε διά μεταμοσχεύσεως, ζῇ καί εὑρίσκεται εἰς καλήν κατάστασιν. Ἀμφότερα τά κεφάλια τρώγουν καί πίνουν κανονικῶς. [990,838,1180,948]
short-news-heading: ΜΙΚΡΑΙ ΕΙΔΗΣΕΙΣ ΕΞ ΑΘΗΝΩΝ ΧΩΡΙΣ ΤΙΤΛΟΝ [1207,1417,1561,1434]
storms-text: ΒΕΛΙΓΡΑΔΙΟΝ, 11. (Ρώυτερ).— Σφοδραί θύελλαι ἐνέσκηψαν εἰς τήν Βοσνίαν καί τήν Σερβίαν προκαλέσασαι σοβαράς ζημίας εἰς τάς καλλιεργείας. Ἡ ἐνέργεια τῶν ὑδάτων κατέστρεψε γεφύρας καί τμήματα τῆς ὁδοποιίας. Εἰς τήν νοτιοανατολικήν Γαλλίαν ἔπεσε χιών, γεγονός σπάνιον διά τήν ἐποχήν, ἐνῷ ἡ θερμοκρασία κατῆλθεν εἰς ἐξαιρετικῶς χαμηλά ἐπίπεδα. Ἡ κυκλοφορία εἰς τάς ὀρεινάς ὁδούς διεκόπη. [596,1555,974,1651]
lecture-2-text: Ὑπό τήν προστασίαν τοῦ Σωματείου «Μακεδονικά» θά ὁμιλήσῃ εἰς τήν αἴθουσαν τοῦ Συλλόγου μέ θέμα «Ἡ Ἑλληνική Ἐπανάστασις καί ἡ Εὐρώπη». [267,784,413,879]
lecture-7-heading: ΤΟΥ κ. Β. ΧΡΙΣΤΙΔΟΥ ΚΑΙ Π. ΧΡΗΣΤΟΥ [274,1200,406,1222]
column-rule [419,8,420,2316]
